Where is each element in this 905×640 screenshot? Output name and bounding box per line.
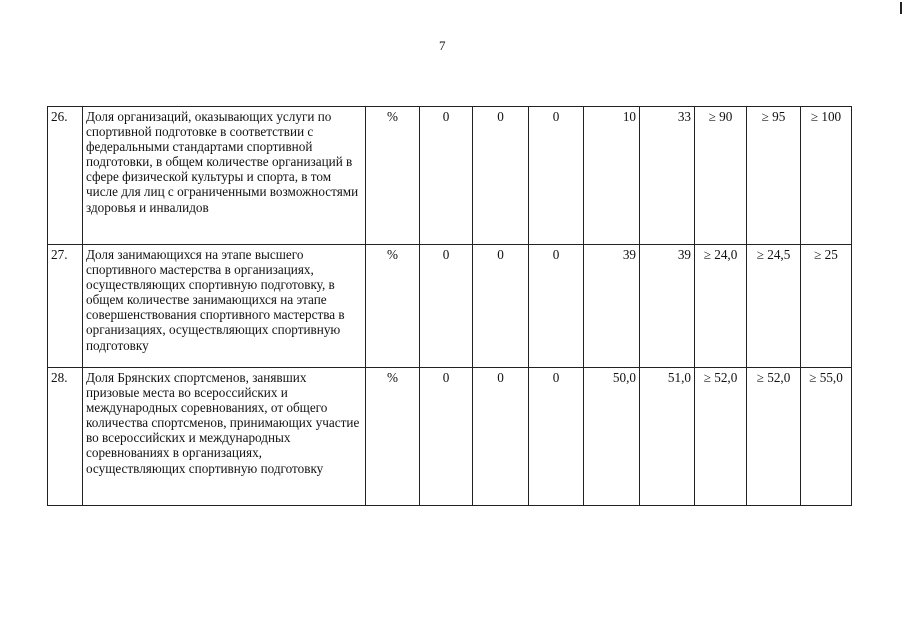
value-cell: ≥ 24,0: [695, 245, 747, 368]
indicator-description: Доля занимающихся на этапе высшего спортивного мастерства в организациях, осуществляющих спортивную подготовку, в общем количестве занимающихся на этапе совершенствования спортивного мастерства в организациях, осуществляющих спортивную подготовку: [83, 245, 366, 368]
scan-edge-mark: [900, 2, 902, 14]
indicators-table: [47, 106, 852, 506]
value-cell: ≥ 95: [747, 107, 801, 245]
value-cell: 39: [640, 245, 695, 368]
row-number: 27.: [48, 245, 83, 368]
value-cell: ≥ 90: [695, 107, 747, 245]
value-cell: 0: [473, 368, 529, 506]
table-row: [48, 107, 852, 245]
value-cell: 0: [529, 107, 584, 245]
value-cell: 0: [473, 107, 529, 245]
value-cell: ≥ 25: [801, 245, 852, 368]
row-number: 28.: [48, 368, 83, 506]
value-cell: 0: [420, 107, 473, 245]
indicator-description: Доля организаций, оказывающих услуги по спортивной подготовке в соответствии с федеральными стандартами спортивной подготовки, в общем количестве организаций в сфере физической культуры и спорта, в том числе для лиц с ограниченными возможностями здоровья и инвалидов: [83, 107, 366, 245]
value-cell: 0: [529, 245, 584, 368]
value-cell: 33: [640, 107, 695, 245]
unit-cell: %: [366, 368, 420, 506]
value-cell: ≥ 52,0: [747, 368, 801, 506]
value-cell: ≥ 55,0: [801, 368, 852, 506]
row-number: 26.: [48, 107, 83, 245]
value-cell: 50,0: [584, 368, 640, 506]
value-cell: 0: [529, 368, 584, 506]
table-row: [48, 245, 852, 368]
value-cell: ≥ 24,5: [747, 245, 801, 368]
value-cell: 39: [584, 245, 640, 368]
value-cell: 10: [584, 107, 640, 245]
page-number: 7: [439, 38, 446, 53]
value-cell: 51,0: [640, 368, 695, 506]
unit-cell: %: [366, 245, 420, 368]
value-cell: ≥ 100: [801, 107, 852, 245]
value-cell: ≥ 52,0: [695, 368, 747, 506]
unit-cell: %: [366, 107, 420, 245]
value-cell: 0: [420, 245, 473, 368]
indicator-description: Доля Брянских спортсменов, занявших призовые места во всероссийских и международных соревнованиях, от общего количества спортсменов, принимающих участие во всероссийских и международных соревнованиях в организациях, осуществляющих спортивную подготовку: [83, 368, 366, 506]
table-row: [48, 368, 852, 506]
value-cell: 0: [473, 245, 529, 368]
value-cell: 0: [420, 368, 473, 506]
